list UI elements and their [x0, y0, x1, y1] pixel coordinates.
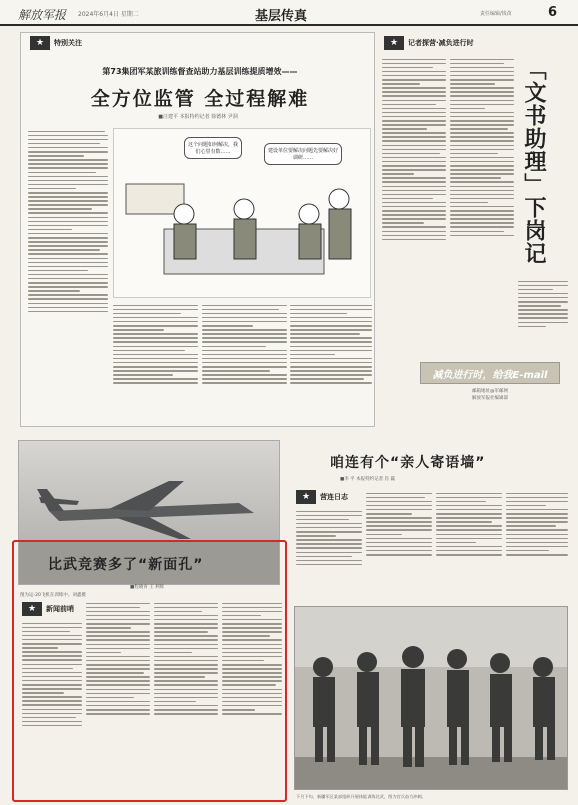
story2-body-col2: [366, 490, 432, 600]
right-story-body-col3: [518, 278, 568, 356]
top-story-body-col1: [28, 128, 108, 423]
story2-body-col4: [506, 490, 568, 600]
story3-body-col2: [86, 600, 150, 795]
soldiers-photo-caption: 下月下旬，新疆军区某部组织开展体能训练比武，图为官兵奋力冲刺。: [296, 794, 426, 799]
right-story-vertical-title[interactable]: 「文书助理」下岗记: [521, 58, 546, 265]
story3-byline: ■程晓青 王 利辉: [130, 585, 165, 590]
story3-column-label: ★ 新闻前哨: [22, 602, 74, 616]
story2-column-label: ★ 营连日志: [296, 490, 348, 504]
story2-headline[interactable]: 咱连有个“亲人寄语墙”: [330, 455, 486, 471]
star-icon: ★: [30, 36, 50, 50]
story3-headline[interactable]: 比武竞赛多了“新面孔”: [48, 557, 204, 573]
top-story-body-col3: [202, 302, 287, 422]
right-story-column-label: ★ 记者探营·减负进行时: [384, 36, 474, 50]
star-icon: ★: [384, 36, 404, 50]
top-story-headline[interactable]: 全方位监管 全过程解难: [90, 88, 310, 110]
story2-byline: ■李 平 本报特约记者 肖 赢: [340, 477, 395, 482]
soldiers-running-photo: [294, 606, 568, 790]
top-story-column-label: ★ 特别关注: [30, 36, 82, 50]
issue-date: 2024年6月4日 星期二: [78, 11, 139, 18]
top-story-body-col2: [113, 302, 198, 422]
page-header: [0, 0, 578, 26]
top-story-body-col4: [290, 302, 372, 422]
right-story-body-col1: [382, 56, 446, 356]
email-banner-subtext: 邮箱地址@军邮网 解放军报社编辑部: [472, 389, 508, 401]
section-title: 基层传真: [255, 9, 308, 24]
story3-body-col1: [22, 620, 82, 795]
story2-body-col3: [436, 490, 502, 600]
story3-body-col4: [222, 600, 282, 795]
right-story-vertical-title-box: [518, 58, 568, 273]
top-story-byline: ■汪建平 本报特约记者 徐德林 尹洞: [158, 114, 238, 120]
cartoon-illustration: [113, 128, 371, 298]
page-number: 6: [548, 5, 558, 20]
star-icon: ★: [296, 490, 316, 504]
editor-credit: 责任编辑/钱苗: [480, 11, 512, 17]
plane-photo-caption: 图为运-20飞机在训练中。刘鑫摄: [20, 593, 86, 598]
star-icon: ★: [22, 602, 42, 616]
story2-body-col1: [296, 508, 362, 600]
cartoon-bubble-right: 建设单位要解决问题先要解决好调研……: [264, 143, 342, 165]
story3-body-col3: [154, 600, 218, 795]
soldiers-running-icon: [295, 607, 568, 790]
cartoon-bubble-left: 这个问题如何解决，我们心里有数……: [184, 137, 242, 159]
top-story-kicker[interactable]: 第73集团军某旅训练督查站助力基层训练提质增效——: [102, 67, 298, 76]
newspaper-logo: 解放军报: [18, 8, 67, 22]
right-story-body-col2: [450, 56, 514, 356]
email-banner[interactable]: 减负进行时，给我E-mail: [420, 362, 560, 384]
